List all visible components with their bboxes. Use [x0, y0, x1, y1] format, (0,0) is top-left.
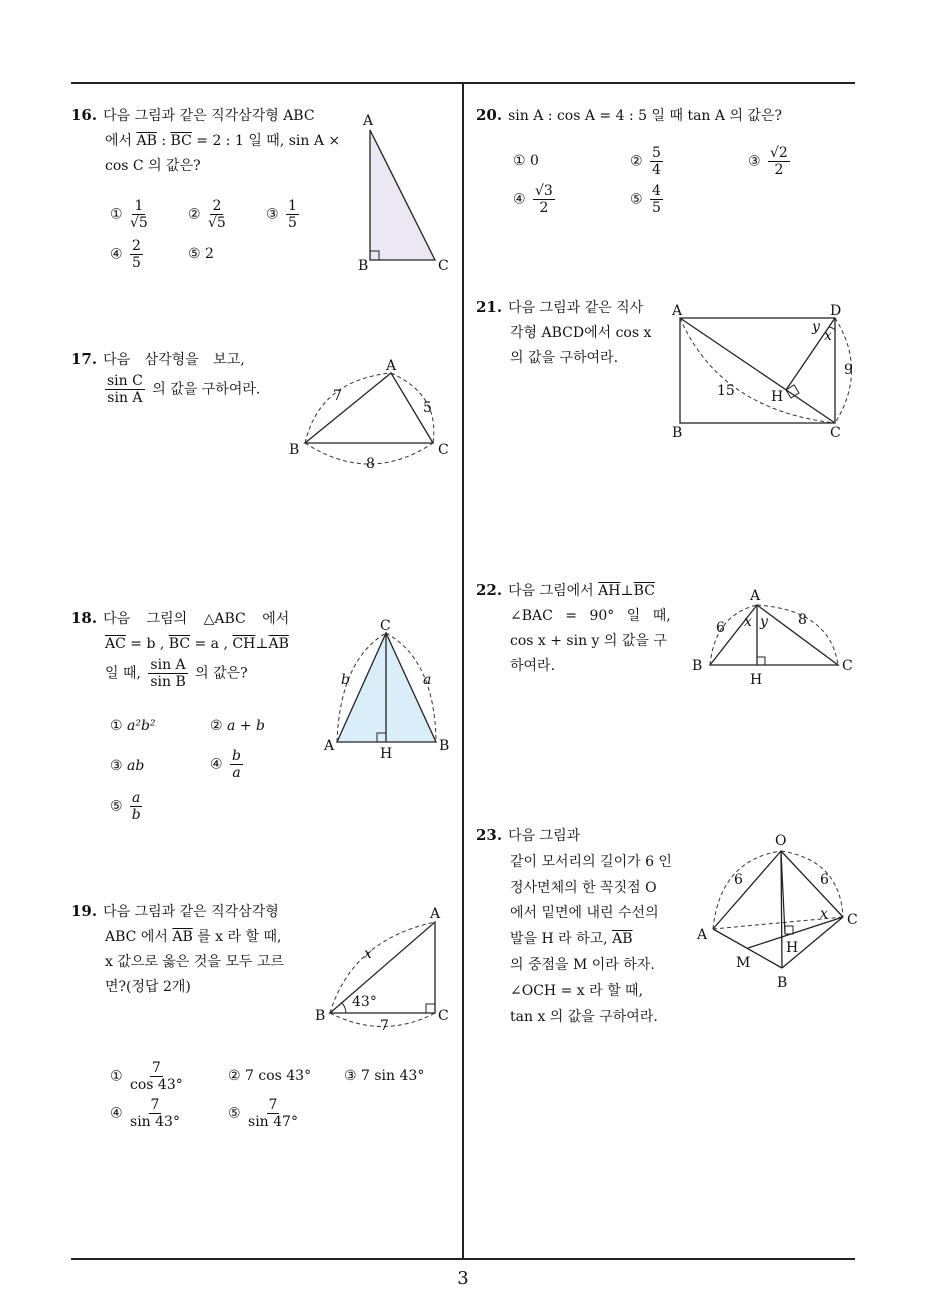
denominator: 4	[652, 162, 661, 178]
question-text: tan x 의 값을 구하여라.	[510, 1008, 658, 1025]
side-ac-label: 8	[798, 612, 807, 628]
choice-mark: ③	[344, 1068, 357, 1084]
perpendicular-symbol: ⊥	[620, 583, 634, 599]
edge-length-label: 6	[820, 872, 829, 888]
numerator: 4	[652, 183, 661, 199]
length-15-label: 15	[717, 383, 735, 399]
choice-value: a + b	[227, 718, 265, 734]
vertex-a-label: A	[386, 358, 397, 374]
choice-mark: ②	[210, 718, 223, 734]
question-number: 23.	[476, 826, 503, 844]
choice-value: 7 sin 43°	[361, 1068, 425, 1084]
vertex-b-label: B	[289, 442, 300, 458]
foot-h-label: H	[380, 746, 393, 762]
choice-value: ab	[127, 758, 145, 774]
question-number: 20.	[476, 106, 503, 124]
question-text: sin A : cos A = 4 : 5 일 때 tan A 의 값은?	[508, 108, 782, 124]
question-text: ∠BAC = 90° 일 때,	[510, 608, 671, 624]
question-text: 의 값을 구하여라.	[152, 381, 261, 398]
question-text: 다음 삼각형을 보고,	[103, 352, 245, 368]
numerator: 1	[288, 198, 297, 214]
segment-ah: $\overline{AH}$	[598, 583, 621, 599]
vertex-a-label: A	[750, 588, 761, 604]
vertex-b-label: B	[358, 258, 369, 274]
question-number: 16.	[71, 106, 98, 124]
denominator: 5	[652, 200, 661, 216]
question-text: 의 값을 구하여라.	[510, 350, 619, 366]
numerator: √2	[770, 145, 788, 161]
choice-mark: ⑤	[630, 191, 643, 208]
side-bc-label: 7	[380, 1018, 389, 1034]
numerator: 2	[132, 238, 141, 254]
side-ab-label: 7	[333, 388, 342, 404]
side-x-label: x	[364, 946, 372, 962]
choice-value: a²b²	[127, 718, 156, 734]
numerator: 1	[134, 198, 144, 214]
question-text: ∠OCH = x 라 할 때,	[510, 982, 644, 999]
angle-y-label: y	[812, 319, 820, 335]
perpendicular-symbol: ⊥	[255, 636, 269, 652]
vertex-a-label: A	[672, 303, 683, 319]
vertex-c-label: C	[438, 1008, 449, 1024]
vertex-b-label: B	[315, 1008, 326, 1024]
question-text: 같이 모서리의 길이가 6 인	[510, 853, 672, 870]
foot-h-label: H	[771, 389, 784, 405]
numerator: b	[232, 748, 241, 764]
vertex-b-label: B	[692, 658, 703, 674]
choice-value: 2	[205, 246, 214, 262]
vertex-c-label: C	[438, 442, 449, 458]
vertex-c-label: C	[847, 912, 858, 928]
segment-bc: $\overline{BC}$	[168, 636, 191, 652]
denominator: √5	[208, 215, 226, 231]
question-text: 각형 ABCD에서 cos x	[510, 325, 652, 341]
question-text: 다음 그림과 같은 직사	[508, 300, 644, 316]
angle-x-label: x	[824, 328, 832, 344]
angle-y-label: y	[760, 614, 768, 630]
choice-mark: ②	[188, 206, 201, 223]
question-text: 를 x 라 할 때,	[197, 929, 282, 945]
segment-ab: $\overline{AB}$	[136, 133, 157, 149]
choice-mark: ⑤	[110, 798, 123, 815]
question-text: 하여라.	[510, 658, 556, 674]
angle-x-label: x	[744, 614, 752, 630]
denominator: cos 43°	[130, 1077, 183, 1093]
denominator: b	[131, 807, 141, 823]
question-text: ABC 에서	[105, 929, 168, 945]
choice-mark: ③	[110, 758, 123, 774]
question-text: 에서	[105, 133, 133, 149]
vertex-b-label: B	[777, 975, 788, 991]
question-text: 에서 밑면에 내린 수선의	[510, 905, 659, 922]
question-number: 17.	[71, 350, 98, 368]
denominator: 2	[774, 162, 784, 178]
midpoint-m-label: M	[736, 955, 751, 971]
numerator: √3	[535, 183, 553, 199]
numerator: 7	[150, 1097, 160, 1113]
segment-ab: $\overline{AB}$	[172, 929, 193, 945]
question-text: 다음 그림의 △ABC 에서	[103, 611, 290, 627]
vertex-c-label: C	[438, 258, 449, 274]
edge-length-label: 6	[734, 872, 743, 888]
choice-mark: ③	[266, 206, 279, 223]
segment-ab: $\overline{AB}$	[268, 636, 289, 652]
segment-ch: $\overline{CH}$	[232, 636, 256, 652]
choice-mark: ②	[228, 1068, 241, 1084]
choice-mark: ①	[110, 718, 123, 734]
edge-oa	[713, 851, 781, 929]
numerator: 5	[652, 145, 661, 161]
choice-value: 7 cos 43°	[245, 1068, 312, 1084]
question-text: x 값으로 옳은 것을 모두 고르	[105, 954, 284, 970]
vertex-a-label: A	[324, 738, 335, 754]
question-text: 발을 H 라 하고,	[510, 931, 608, 948]
question-text: 다음 그림에서	[508, 583, 594, 599]
angle-label: 43°	[352, 994, 377, 1010]
numerator: 2	[212, 198, 222, 214]
segment-ac: $\overline{AC}$	[105, 636, 126, 652]
question-text: cos x + sin y 의 값을 구	[510, 633, 667, 649]
denominator: sin A	[107, 390, 143, 406]
choice-mark: ①	[110, 1068, 123, 1085]
vertex-c-label: C	[842, 658, 853, 674]
vertex-a-label: A	[363, 113, 374, 129]
choice-mark: ⑤	[228, 1105, 241, 1122]
vertex-o-label: O	[775, 833, 787, 849]
foot-h-label: H	[750, 672, 763, 688]
numerator: 7	[151, 1060, 161, 1076]
choice-mark: ④	[210, 756, 223, 773]
choice-mark: ⑤	[188, 246, 201, 262]
denominator: 5	[288, 215, 297, 231]
equation: = b ,	[130, 636, 165, 652]
denominator: 2	[539, 200, 549, 216]
denominator: √5	[130, 215, 148, 231]
vertex-a-label: A	[697, 927, 708, 943]
side-b-label: b	[341, 672, 350, 688]
choice-mark: ②	[630, 153, 643, 170]
denominator: a	[232, 765, 241, 781]
denominator: 5	[132, 255, 141, 271]
side-a-label: a	[423, 672, 432, 688]
choice-value: 0	[530, 153, 539, 169]
choice-mark: ④	[110, 246, 123, 263]
numerator: a	[132, 790, 141, 806]
numerator: 7	[268, 1097, 278, 1113]
side-ab-label: 6	[716, 620, 725, 636]
numerator: sin A	[150, 657, 186, 673]
side-ac-label: 5	[423, 400, 432, 416]
colon: :	[161, 133, 167, 149]
page-number: 3	[457, 1268, 469, 1289]
choice-mark: ③	[748, 153, 761, 170]
choice-mark: ①	[513, 153, 526, 169]
foot-h-label: H	[786, 940, 799, 956]
segment-bc: $\overline{BC}$	[633, 583, 655, 599]
question-number: 19.	[71, 902, 98, 920]
vertex-a-label: A	[430, 906, 441, 922]
question-number: 18.	[71, 609, 98, 627]
denominator: sin 43°	[130, 1114, 180, 1130]
segment-ab: $\overline{AB}$	[612, 931, 633, 948]
question-text: 의 중점을 M 이라 하자.	[510, 956, 655, 973]
angle-x-label: x	[820, 906, 828, 922]
vertex-b-label: B	[439, 738, 450, 754]
question-number: 21.	[476, 298, 503, 316]
segment-bc: $\overline{BC}$	[170, 133, 192, 149]
right-angle-mark	[785, 926, 793, 934]
question-text: 면?(정답 2개)	[105, 979, 191, 995]
vertex-b-label: B	[672, 425, 683, 441]
denominator: sin 47°	[248, 1114, 298, 1130]
question-text: = 2 : 1 일 때, sin A ×	[196, 133, 341, 149]
side-bc-label: 8	[366, 456, 375, 472]
denominator: sin B	[150, 674, 186, 690]
question-text: 의 값은?	[195, 665, 248, 682]
length-9-label: 9	[844, 362, 853, 378]
question-text: 정사면체의 한 꼭짓점 O	[510, 879, 657, 896]
choice-mark: ①	[110, 206, 123, 223]
question-text: 다음 그림과	[508, 828, 581, 844]
choice-mark: ④	[110, 1105, 123, 1122]
choice-mark: ④	[513, 191, 526, 208]
question-text: 일 때,	[105, 665, 141, 682]
question-text: 다음 그림과 같은 직각삼각형 ABC	[103, 108, 315, 124]
numerator: sin C	[107, 373, 143, 389]
equation: = a ,	[194, 636, 228, 652]
vertex-c-label: C	[380, 618, 391, 634]
question-text: cos C 의 값은?	[105, 158, 201, 174]
vertex-d-label: D	[830, 303, 842, 319]
edge-oc	[781, 851, 843, 917]
vertex-c-label: C	[830, 425, 841, 441]
question-number: 22.	[476, 581, 503, 599]
question-text: 다음 그림과 같은 직각삼각형	[103, 904, 279, 920]
